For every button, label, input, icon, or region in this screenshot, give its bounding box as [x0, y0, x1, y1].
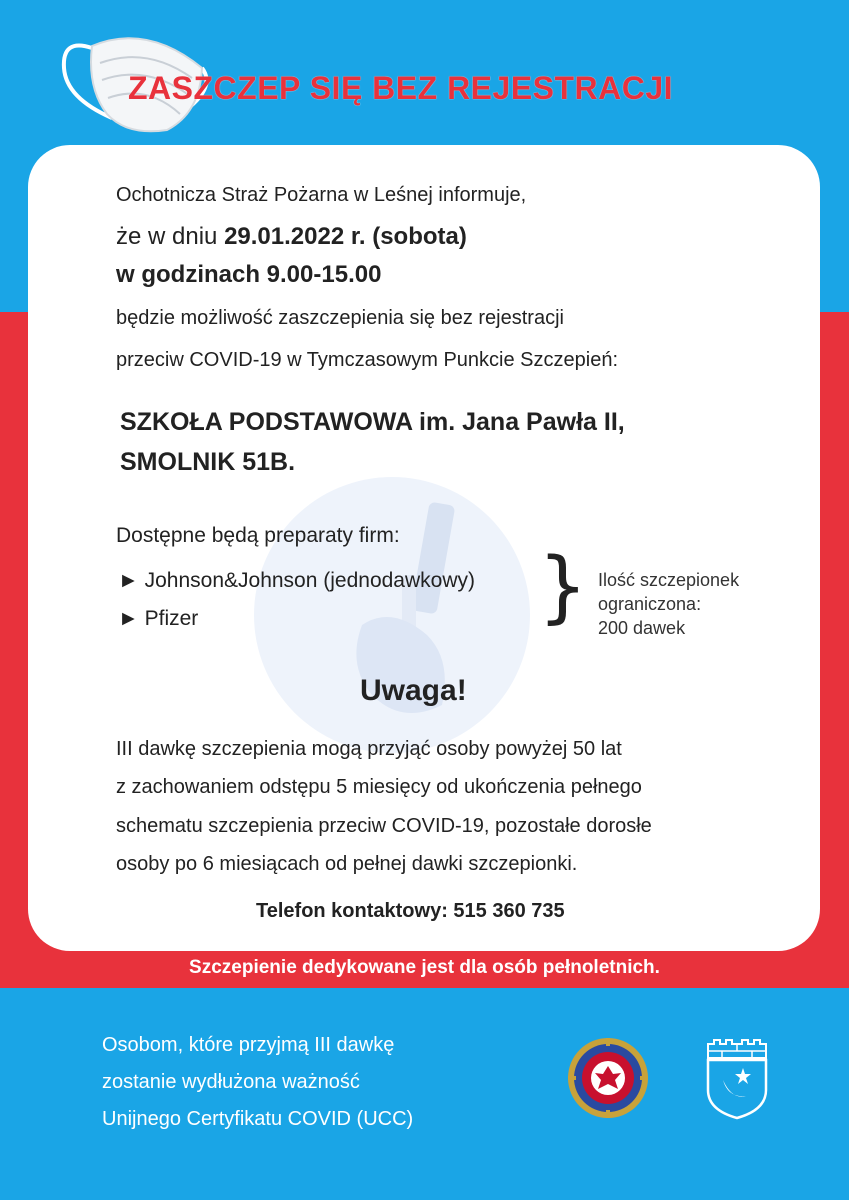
- intro-line-1: Ochotnicza Straż Pożarna w Leśnej informuje,: [116, 184, 527, 206]
- notice-title: Uwaga!: [360, 674, 467, 707]
- location-line-1: SZKOŁA PODSTAWOWA im. Jana Pawła II,: [120, 408, 625, 436]
- intro-date-prefix: że w dniu: [116, 223, 225, 250]
- town-coat-of-arms: [706, 1038, 768, 1120]
- intro-line-2: [116, 223, 467, 251]
- vaccines-intro: Dostępne będą preparaty firm:: [116, 524, 400, 547]
- adult-only-note: Szczepienie dedykowane jest dla osób pełnoletnich.: [189, 957, 660, 978]
- vaccine-item: ► Pfizer: [118, 607, 199, 630]
- dose-limit-line: Ilość szczepionek: [598, 570, 740, 590]
- notice-line: z zachowaniem odstępu 5 miesięcy od ukończenia pełnego: [116, 776, 642, 798]
- vaccination-date: 29.01.2022 r. (sobota): [224, 223, 467, 250]
- intro-line-4: będzie możliwość zaszczepienia się bez rejestracji: [116, 307, 564, 329]
- fire-brigade-emblem: [566, 1036, 650, 1120]
- certificate-note-line: zostanie wydłużona ważność: [102, 1071, 360, 1093]
- dose-limit-line: 200 dawek: [598, 618, 686, 638]
- certificate-note-line: Unijnego Certyfikatu COVID (UCC): [102, 1108, 414, 1130]
- vaccination-hours: w godzinach 9.00-15.00: [116, 261, 382, 288]
- page-title: ZASZCZEP SIĘ BEZ REJESTRACJI: [128, 70, 674, 106]
- certificate-note-line: Osobom, które przyjmą III dawkę: [102, 1034, 395, 1056]
- dose-limit-note: [598, 568, 798, 640]
- vaccine-item: ► Johnson&Johnson (jednodawkowy): [118, 569, 475, 592]
- notice-line: osoby po 6 miesiącach od pełnej dawki szczepionki.: [116, 853, 578, 875]
- notice-line: III dawkę szczepienia mogą przyjąć osoby powyżej 50 lat: [116, 738, 622, 760]
- curly-brace: }: [538, 542, 588, 632]
- notice-line: schematu szczepienia przeciw COVID-19, pozostałe dorosłe: [116, 815, 652, 837]
- intro-line-5: przeciw COVID-19 w Tymczasowym Punkcie Szczepień:: [116, 349, 619, 371]
- location-line-2: SMOLNIK 51B.: [120, 448, 296, 476]
- dose-limit-line: ograniczona:: [598, 594, 702, 614]
- vaccine-syringe-icon: [252, 475, 532, 755]
- contact-phone: Telefon kontaktowy: 515 360 735: [256, 900, 565, 922]
